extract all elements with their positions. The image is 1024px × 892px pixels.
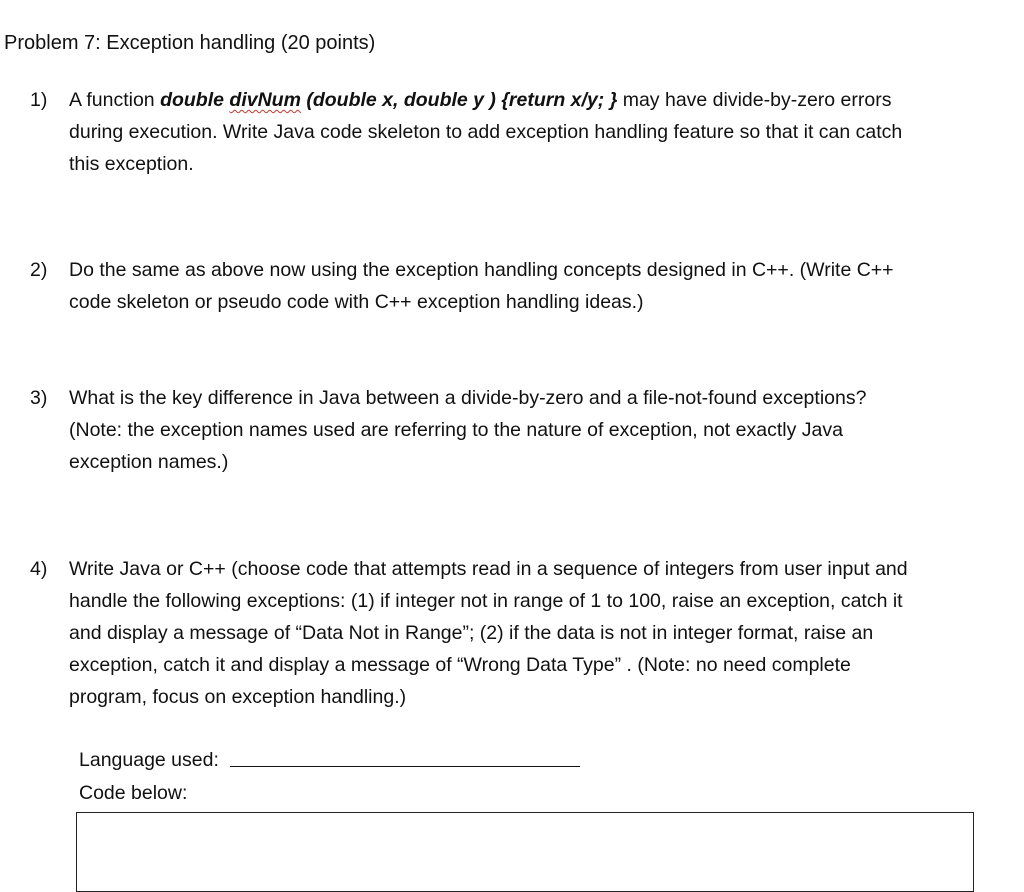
function-signature (160, 89, 617, 111)
question-number: 2) (30, 259, 48, 281)
question-2-line-2: code skeleton or pseudo code with C++ exception handling ideas.) (69, 291, 644, 313)
code-below-label: Code below: (79, 782, 188, 804)
signature-part: double (160, 89, 230, 111)
question-4-line-3: and display a message of “Data Not in Range”; (2) if the data is not in integer format, raise an (69, 622, 874, 644)
question-number: 1) (30, 89, 48, 111)
question-1-line-1 (69, 84, 902, 116)
language-used-label: Language used: (79, 749, 219, 771)
question-1-line-3: this exception. (69, 153, 194, 175)
signature-part: (double x, double y ) {return x/y; } (300, 89, 618, 111)
question-4-line-5: program, focus on exception handling.) (69, 686, 407, 708)
question-1-line-2: during execution. Write Java code skeleton to add exception handling feature so that it can catch (69, 121, 903, 143)
question-3-line-3: exception names.) (69, 451, 229, 473)
language-used-blank[interactable] (230, 766, 580, 767)
problem-title: Problem 7: Exception handling (20 points) (4, 32, 376, 54)
question-3-line-2: (Note: the exception names used are referring to the nature of exception, not exactly Java (69, 419, 843, 441)
question-3-line-1: What is the key difference in Java between a divide-by-zero and a file-not-found exceptions? (69, 387, 867, 409)
question-2-line-1: Do the same as above now using the exception handling concepts designed in C++. (Write C++ (69, 259, 894, 281)
question-4-line-2: handle the following exceptions: (1) if integer not in range of 1 to 100, raise an exception, catch it (69, 590, 903, 612)
question-text: may have divide-by-zero errors (617, 89, 892, 111)
question-number: 4) (30, 558, 48, 580)
question-4-line-4: exception, catch it and display a message of “Wrong Data Type” . (Note: no need complete (69, 654, 851, 676)
code-answer-box[interactable] (76, 812, 974, 892)
question-number: 3) (30, 387, 48, 409)
function-name: divNum (229, 89, 301, 111)
question-text: A function (69, 89, 161, 111)
question-4-line-1: Write Java or C++ (choose code that attempts read in a sequence of integers from user input and (69, 558, 908, 580)
